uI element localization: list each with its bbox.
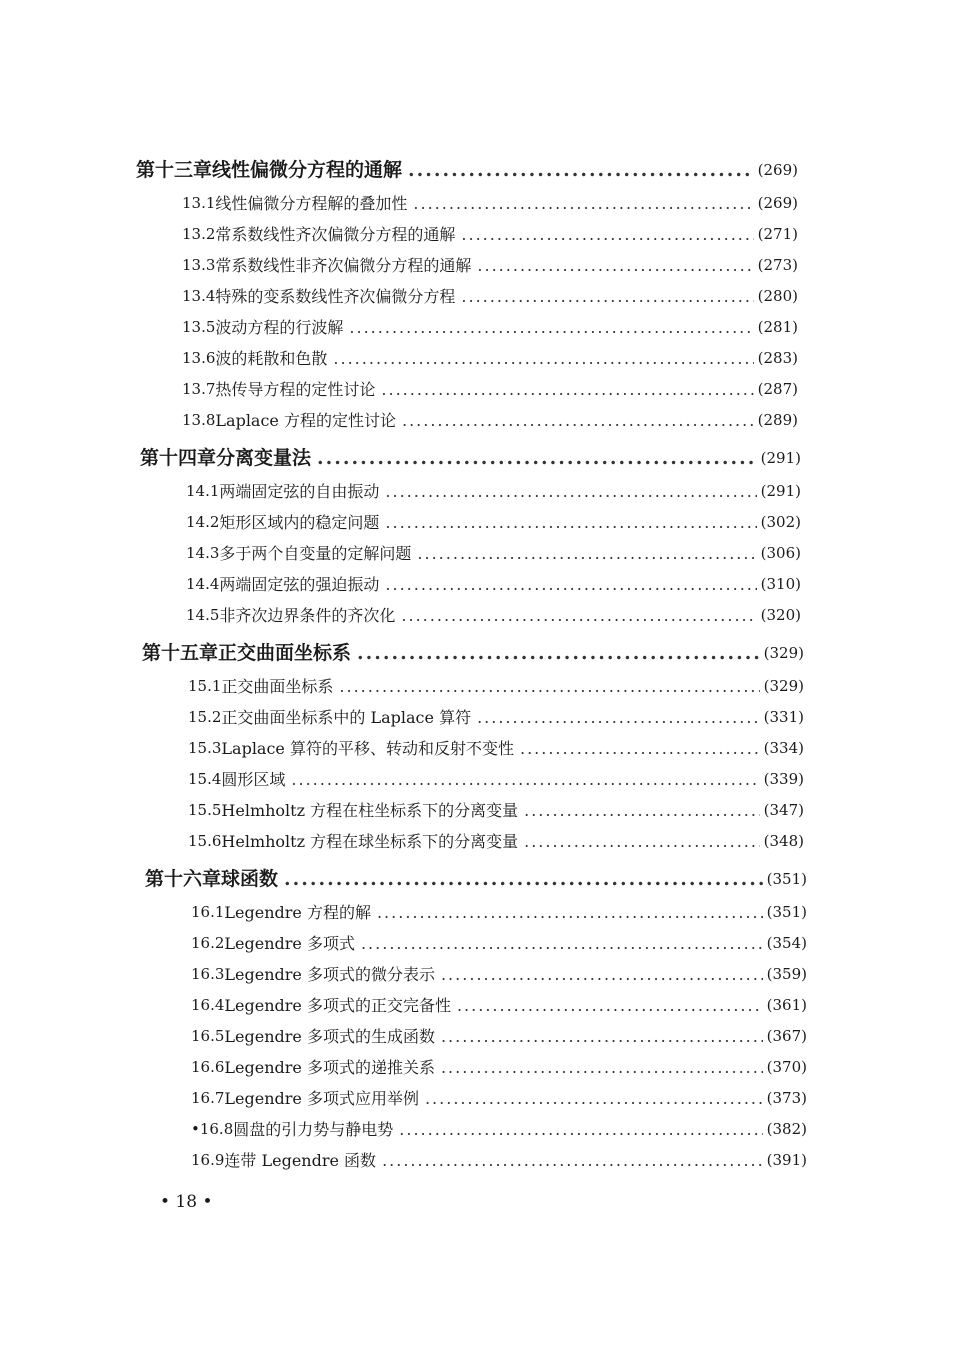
section-page: (281): [757, 318, 798, 336]
section-title: 矩形区域内的稳定问题: [219, 513, 380, 532]
section-title: Legendre 多项式应用举例: [224, 1089, 419, 1108]
section-title: 波的耗散和色散: [215, 349, 328, 368]
toc-entry[interactable]: [0, 795, 953, 826]
section-number: 16.3: [191, 965, 225, 983]
toc-entry[interactable]: [0, 476, 953, 507]
section-number: 16.5: [191, 1027, 225, 1045]
leader-dots: [408, 152, 754, 188]
section-title: Legendre 多项式的生成函数: [224, 1027, 435, 1046]
section-title: 正交曲面坐标系中的 Laplace 算符: [221, 708, 472, 727]
section-page: (361): [766, 996, 807, 1014]
section-title: Legendre 多项式的正交完备性: [224, 996, 451, 1015]
chapter-label: 第十五章: [142, 642, 219, 664]
chapter-title: 正交曲面坐标系: [218, 642, 352, 664]
toc-entry[interactable]: [0, 281, 953, 312]
section-title: 正交曲面坐标系: [221, 677, 334, 696]
section-title: Legendre 多项式的微分表示: [224, 965, 435, 984]
toc-entry[interactable]: [0, 733, 953, 764]
toc-entry[interactable]: [0, 1083, 953, 1114]
section-number: •16.8: [191, 1120, 234, 1138]
section-page: (271): [757, 225, 798, 243]
leader-dots: [357, 635, 760, 671]
chapter-title: 分离变量法: [216, 447, 312, 469]
section-title: 热传导方程的定性讨论: [215, 380, 376, 399]
section-number: 13.8: [182, 411, 216, 429]
chapter-page: (269): [757, 161, 798, 179]
section-title: 连带 Legendre 函数: [224, 1151, 377, 1170]
section-number: 15.5: [188, 801, 222, 819]
chapter-block: [0, 152, 953, 436]
section-page: (391): [766, 1151, 807, 1169]
section-number: 16.2: [191, 934, 225, 952]
section-title: Laplace 方程的定性讨论: [215, 411, 396, 430]
toc-entry[interactable]: [0, 702, 953, 733]
leader-dots: [381, 374, 753, 405]
section-number: 13.3: [182, 256, 216, 274]
toc-entry[interactable]: [0, 764, 953, 795]
toc-entry[interactable]: [0, 538, 953, 569]
chapter-heading[interactable]: [0, 635, 953, 671]
section-number: 16.9: [191, 1151, 225, 1169]
section-title: 线性偏微分方程解的叠加性: [215, 194, 408, 213]
toc-entry[interactable]: [0, 250, 953, 281]
section-page: (329): [763, 677, 804, 695]
section-page: (367): [766, 1027, 807, 1045]
section-number: 14.1: [186, 482, 220, 500]
section-number: 14.2: [186, 513, 220, 531]
section-page: (283): [757, 349, 798, 367]
section-number: 15.6: [188, 832, 222, 850]
section-number: 13.5: [182, 318, 216, 336]
table-of-contents: [0, 152, 953, 1180]
section-page: (339): [763, 770, 804, 788]
leader-dots: [441, 1021, 763, 1052]
section-page: (273): [757, 256, 798, 274]
section-page: (310): [760, 575, 801, 593]
section-number: 14.3: [186, 544, 220, 562]
chapter-page: (291): [760, 449, 801, 467]
leader-dots: [401, 600, 756, 631]
section-page: (354): [766, 934, 807, 952]
toc-entry[interactable]: [0, 405, 953, 436]
section-title: 多于两个自变量的定解问题: [219, 544, 412, 563]
section-number: 15.1: [188, 677, 222, 695]
section-title: 圆形区域: [221, 770, 286, 789]
leader-dots: [524, 826, 760, 857]
leader-dots: [457, 990, 763, 1021]
section-number: 15.3: [188, 739, 222, 757]
chapter-title: 线性偏微分方程的通解: [212, 159, 403, 181]
section-page: (291): [760, 482, 801, 500]
toc-entry[interactable]: [0, 1021, 953, 1052]
toc-entry[interactable]: [0, 959, 953, 990]
leader-dots: [417, 538, 756, 569]
toc-entry[interactable]: [0, 219, 953, 250]
leader-dots: [349, 312, 753, 343]
section-number: 13.2: [182, 225, 216, 243]
leader-dots: [291, 764, 759, 795]
section-number: 16.7: [191, 1089, 225, 1107]
section-page: (320): [760, 606, 801, 624]
leader-dots: [399, 1114, 762, 1145]
section-number: 16.1: [191, 903, 225, 921]
section-number: 13.1: [182, 194, 216, 212]
leader-dots: [284, 861, 763, 897]
leader-dots: [441, 1052, 763, 1083]
section-title: Legendre 方程的解: [224, 903, 371, 922]
leader-dots: [317, 440, 757, 476]
leader-dots: [385, 476, 756, 507]
toc-entry[interactable]: [0, 928, 953, 959]
section-title: 特殊的变系数线性齐次偏微分方程: [215, 287, 456, 306]
leader-dots: [333, 343, 753, 374]
section-page: (334): [763, 739, 804, 757]
toc-entry[interactable]: [0, 374, 953, 405]
section-page: (331): [763, 708, 804, 726]
chapter-block: [0, 861, 953, 1176]
toc-entry[interactable]: [0, 826, 953, 857]
chapter-label: 第十六章: [145, 868, 222, 890]
section-title: 非齐次边界条件的齐次化: [219, 606, 396, 625]
section-number: 14.5: [186, 606, 220, 624]
section-page: (302): [760, 513, 801, 531]
leader-dots: [385, 569, 756, 600]
chapter-heading[interactable]: [0, 440, 953, 476]
toc-entry[interactable]: [0, 600, 953, 631]
chapter-block: [0, 635, 953, 857]
section-page: (373): [766, 1089, 807, 1107]
toc-entry[interactable]: [0, 1145, 953, 1176]
section-page: (370): [766, 1058, 807, 1076]
section-page: (269): [757, 194, 798, 212]
section-page: (348): [763, 832, 804, 850]
toc-entry[interactable]: [0, 897, 953, 928]
section-page: (347): [763, 801, 804, 819]
section-title: 波动方程的行波解: [215, 318, 344, 337]
section-page: (359): [766, 965, 807, 983]
section-number: 13.7: [182, 380, 216, 398]
leader-dots: [413, 188, 753, 219]
chapter-label: 第十三章: [136, 159, 213, 181]
chapter-label: 第十四章: [140, 447, 217, 469]
leader-dots: [524, 795, 760, 826]
leader-dots: [477, 702, 760, 733]
section-number: 14.4: [186, 575, 220, 593]
section-title: Helmholtz 方程在柱坐标系下的分离变量: [221, 801, 519, 820]
section-number: 15.4: [188, 770, 222, 788]
section-page: (351): [766, 903, 807, 921]
chapter-heading[interactable]: [0, 861, 953, 897]
section-title: 常系数线性非齐次偏微分方程的通解: [215, 256, 472, 275]
chapter-page: (351): [766, 870, 807, 888]
leader-dots: [441, 959, 763, 990]
section-page: (289): [757, 411, 798, 429]
leader-dots: [339, 671, 759, 702]
section-title: Laplace 算符的平移、转动和反射不变性: [221, 739, 514, 758]
chapter-heading[interactable]: [0, 152, 953, 188]
section-page: (306): [760, 544, 801, 562]
toc-entry[interactable]: [0, 671, 953, 702]
section-title: 圆盘的引力势与静电势: [233, 1120, 394, 1139]
section-title: 常系数线性齐次偏微分方程的通解: [215, 225, 456, 244]
section-page: (287): [757, 380, 798, 398]
section-number: 15.2: [188, 708, 222, 726]
section-title: Legendre 多项式: [224, 934, 355, 953]
toc-entry[interactable]: [0, 343, 953, 374]
section-title: Helmholtz 方程在球坐标系下的分离变量: [221, 832, 519, 851]
leader-dots: [377, 897, 763, 928]
toc-entry[interactable]: [0, 507, 953, 538]
page-number: • 18 •: [160, 1192, 213, 1212]
section-number: 16.4: [191, 996, 225, 1014]
section-number: 13.6: [182, 349, 216, 367]
chapter-title: 球函数: [221, 868, 279, 890]
toc-entry[interactable]: [0, 990, 953, 1021]
leader-dots: [461, 281, 753, 312]
leader-dots: [461, 219, 753, 250]
chapter-block: [0, 440, 953, 631]
section-title: Legendre 多项式的递推关系: [224, 1058, 435, 1077]
section-number: 16.6: [191, 1058, 225, 1076]
toc-entry[interactable]: [0, 312, 953, 343]
toc-entry[interactable]: [0, 569, 953, 600]
toc-entry[interactable]: [0, 188, 953, 219]
section-title: 两端固定弦的强迫振动: [219, 575, 380, 594]
leader-dots: [361, 928, 763, 959]
toc-entry[interactable]: [0, 1114, 953, 1145]
leader-dots: [402, 405, 754, 436]
section-page: (382): [766, 1120, 807, 1138]
toc-entry[interactable]: [0, 1052, 953, 1083]
leader-dots: [425, 1083, 763, 1114]
leader-dots: [520, 733, 760, 764]
section-page: (280): [757, 287, 798, 305]
leader-dots: [382, 1145, 763, 1176]
leader-dots: [385, 507, 756, 538]
section-number: 13.4: [182, 287, 216, 305]
leader-dots: [477, 250, 753, 281]
section-title: 两端固定弦的自由振动: [219, 482, 380, 501]
chapter-page: (329): [763, 644, 804, 662]
